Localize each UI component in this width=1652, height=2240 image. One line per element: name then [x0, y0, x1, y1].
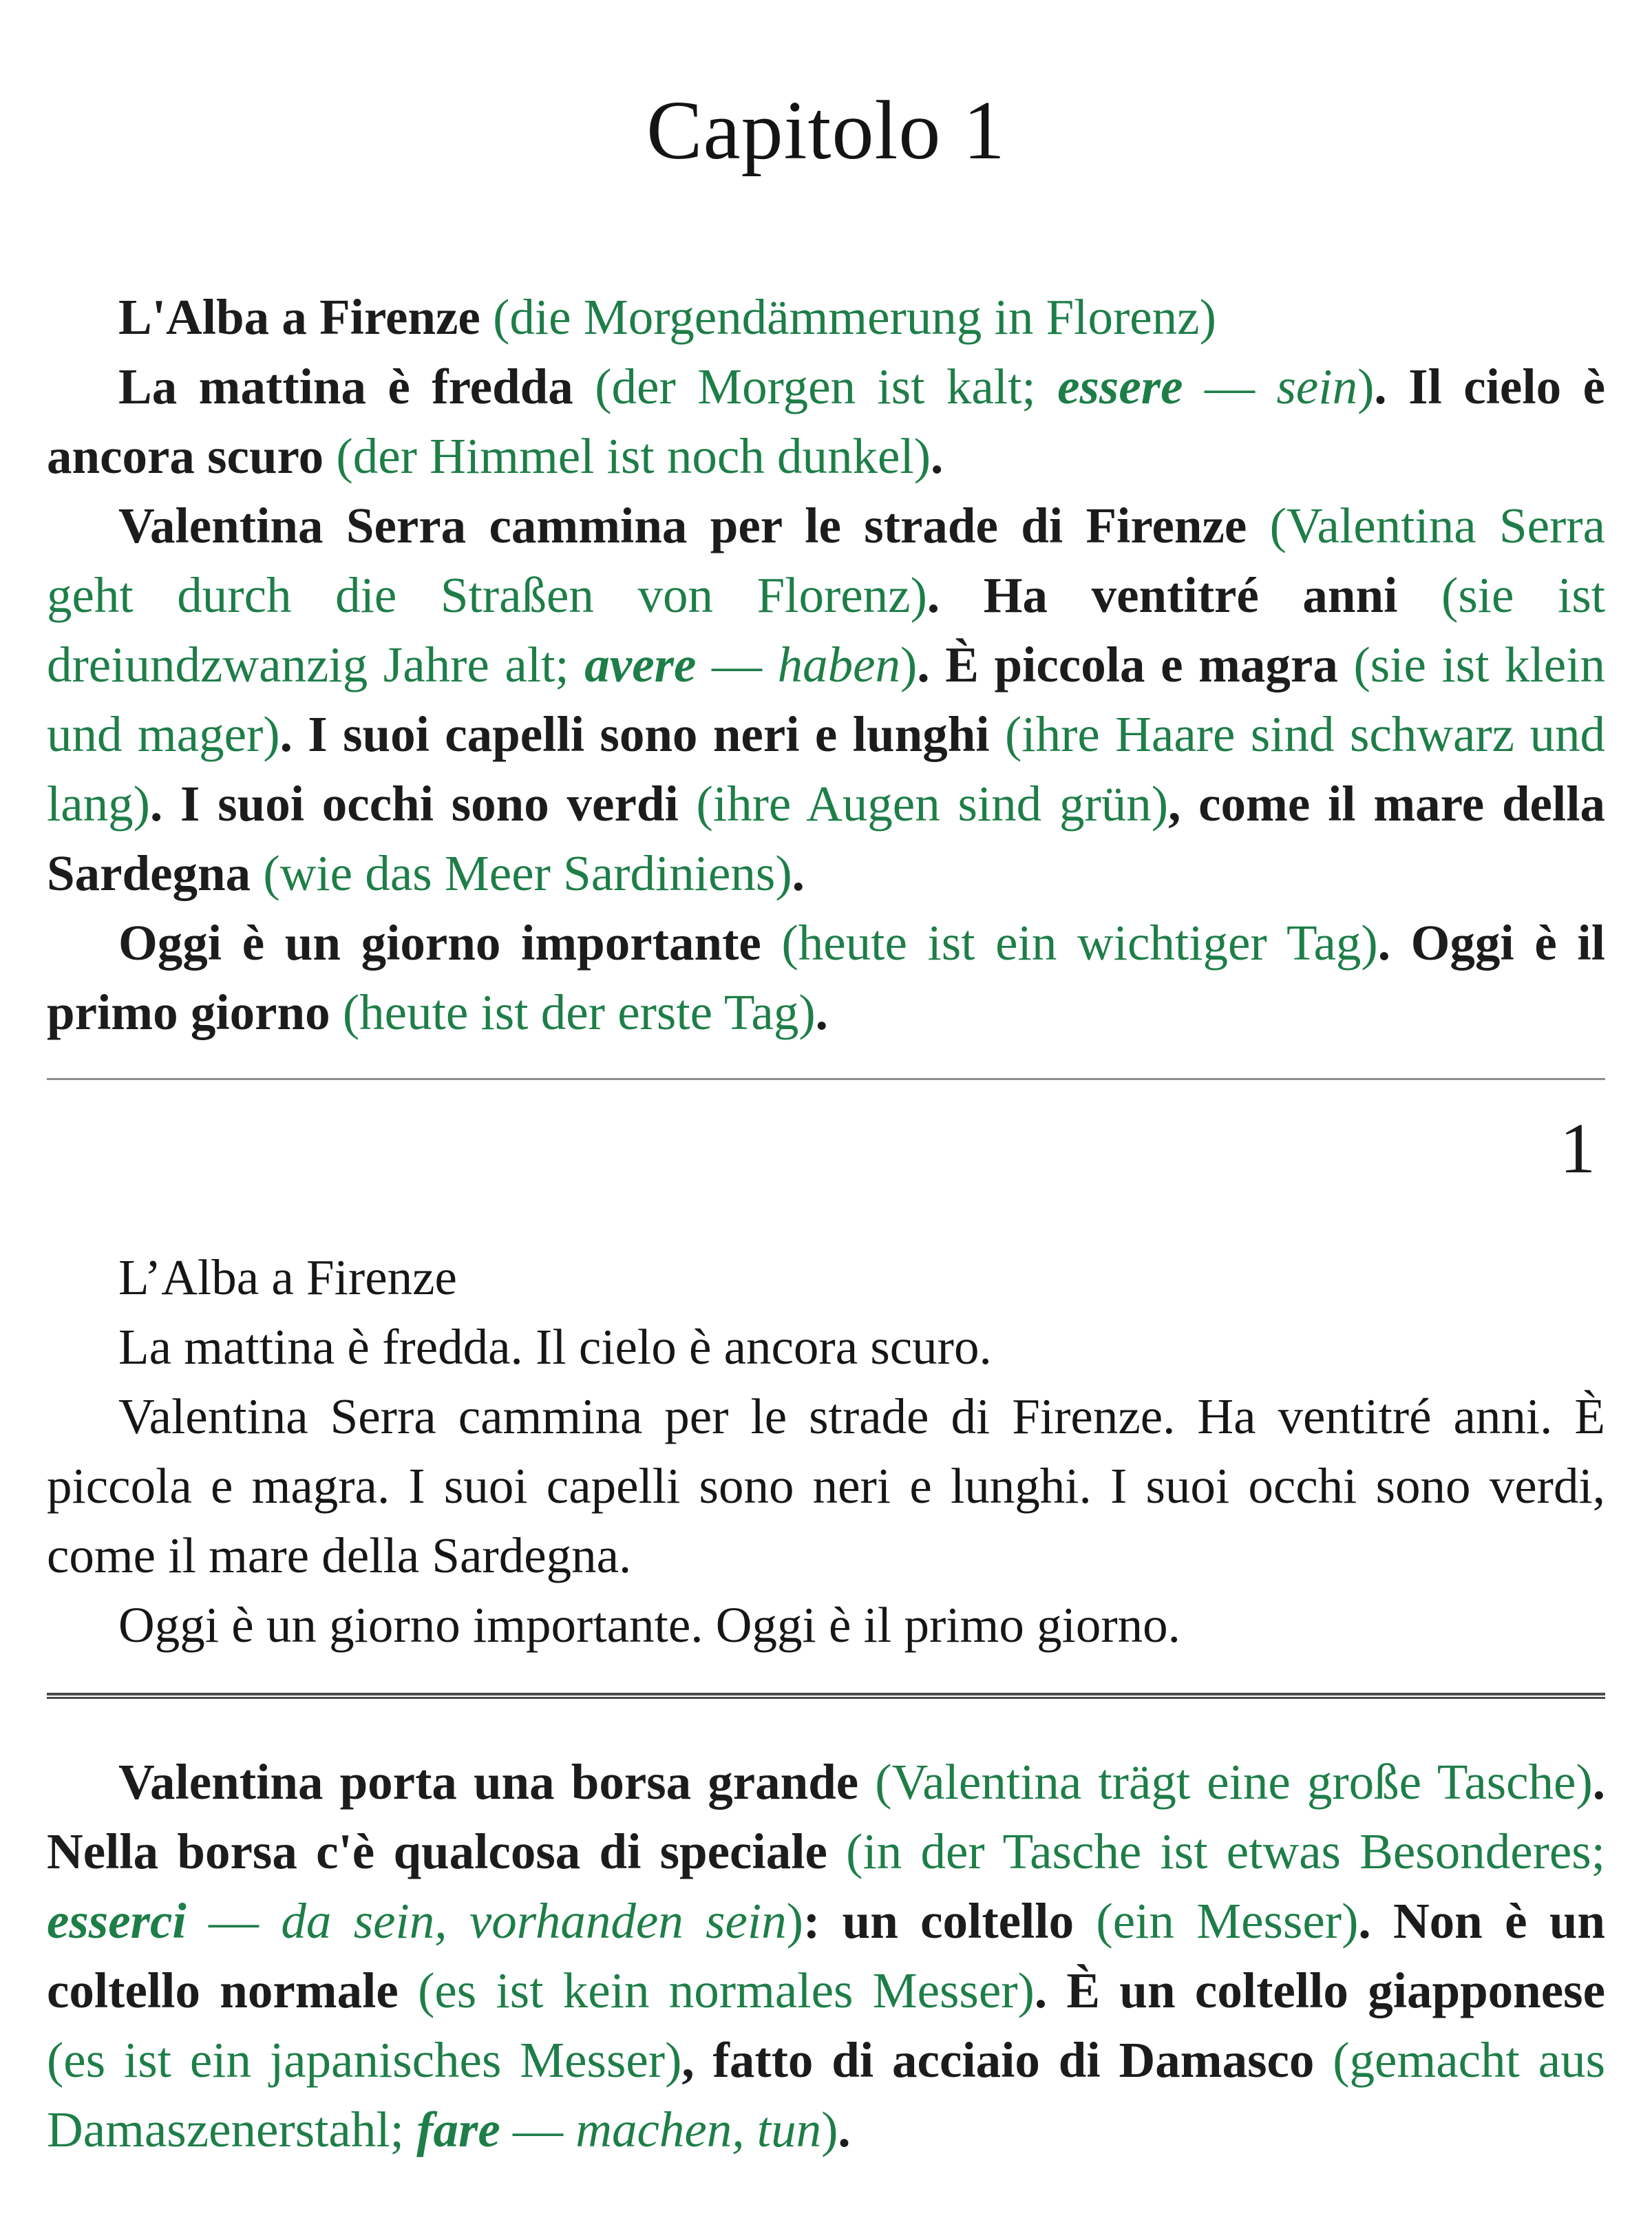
text-run: (wie das Meer Sardiniens) [263, 845, 792, 901]
plain-paragraph: L’Alba a Firenze [118, 1249, 457, 1305]
plain-paragraph: Valentina Serra cammina per le strade di Firenze. Ha ventitré anni. È piccola e magra. I suoi capelli sono neri e lunghi. I suoi occhi sono verdi, come il mare della Sardegna. [47, 1388, 1605, 1583]
text-run: . Oggi è il primo giorno [47, 915, 1606, 1040]
text-run: . Il cielo è ancora scuro [47, 359, 1605, 484]
text-run: — [186, 1893, 282, 1949]
page-number: 1 [1560, 1109, 1596, 1188]
annotated-paragraph [47, 1747, 1605, 2164]
double-divider [47, 1693, 1605, 1699]
text-run: : un coltello [803, 1893, 1097, 1949]
text-run: (es ist ein japanisches Messer) [47, 2032, 682, 2088]
text-run: (Valentina Serra geht durch die Straßen von Florenz) [47, 498, 1605, 623]
text-run: — [1183, 359, 1277, 414]
annotated-paragraph [47, 352, 1605, 491]
text-run: fare [416, 2102, 500, 2157]
text-run: (ihre Haare sind schwarz und lang) [47, 706, 1605, 832]
annotated-section [47, 282, 1605, 1047]
chapter-title: Capitolo 1 [646, 84, 1006, 177]
text-run: (ihre Augen sind grün) [696, 776, 1169, 832]
text-run: (sie ist klein und mager) [47, 637, 1605, 762]
text-run: . [792, 845, 805, 901]
section-divider [47, 1078, 1605, 1080]
annotated-section-2 [47, 1747, 1605, 2164]
text-run: . Ha ventitré anni [926, 567, 1442, 623]
text-run: ) [1357, 359, 1375, 414]
text-run: . Nella borsa c'è qualcosa di speciale [47, 1754, 1606, 1879]
text-run: (ein Messer) [1096, 1893, 1359, 1949]
text-run: (in der Tasche ist etwas Besonderes; [846, 1824, 1606, 1879]
text-run: Oggi è un giorno importante [118, 915, 782, 971]
text-run: . È un coltello giapponese [1034, 1963, 1605, 2018]
annotated-paragraph [47, 282, 1605, 352]
text-run: , fatto di acciaio di Damasco [681, 2032, 1333, 2088]
text-run: Valentina porta una borsa grande [118, 1754, 876, 1810]
text-run: . Non è un coltello normale [47, 1893, 1606, 2018]
plain-text-section [47, 1243, 1605, 1660]
text-run: (sie ist dreiundzwanzig Jahre alt; [47, 567, 1606, 693]
text-run: essere [1057, 359, 1183, 414]
text-run: (der Himmel ist noch dunkel) [336, 428, 931, 484]
plain-paragraph: Oggi è un giorno importante. Oggi è il primo giorno. [118, 1597, 1180, 1653]
text-run: . I suoi occhi sono verdi [150, 776, 697, 832]
text-run: . [815, 984, 828, 1040]
text-run: (heute ist der erste Tag) [342, 984, 816, 1040]
text-run: avere [584, 637, 697, 693]
text-run: (die Morgendämmerung in Florenz) [493, 289, 1216, 345]
text-run: L'Alba a Firenze [118, 289, 494, 345]
annotated-paragraph [47, 908, 1605, 1047]
text-run: (Valentina trägt eine große Tasche) [875, 1754, 1593, 1810]
annotated-paragraph [47, 491, 1605, 908]
text-run: haben [777, 637, 901, 693]
text-run: da sein, vorhanden sein [281, 1893, 787, 1949]
text-run: — [696, 637, 778, 693]
text-run: sein [1276, 359, 1358, 414]
plain-paragraph: La mattina è fredda. Il cielo è ancora scuro. [118, 1319, 992, 1375]
text-run: (es ist kein normales Messer) [418, 1963, 1035, 2018]
text-run: ) [786, 1893, 803, 1949]
text-run: Valentina Serra cammina per le strade di Firenze [118, 498, 1270, 553]
text-run: . [838, 2102, 851, 2157]
text-run: La mattina è fredda [118, 359, 595, 414]
text-run: (gemacht aus Damaszenerstahl; [47, 2032, 1606, 2157]
text-run: ) [900, 637, 918, 693]
text-run: , come il mare della Sardegna [47, 776, 1606, 901]
text-run: machen, tun [575, 2102, 822, 2157]
text-run: (heute ist ein wichtiger Tag) [781, 915, 1378, 971]
text-run: (der Morgen ist kalt; [595, 359, 1058, 414]
text-run: . I suoi capelli sono neri e lunghi [279, 706, 1005, 762]
text-run: esserci [47, 1893, 187, 1949]
text-run: — [500, 2102, 576, 2157]
text-run: . [931, 428, 944, 484]
text-run: ) [821, 2102, 838, 2157]
text-run: . È piccola e magra [917, 637, 1354, 693]
